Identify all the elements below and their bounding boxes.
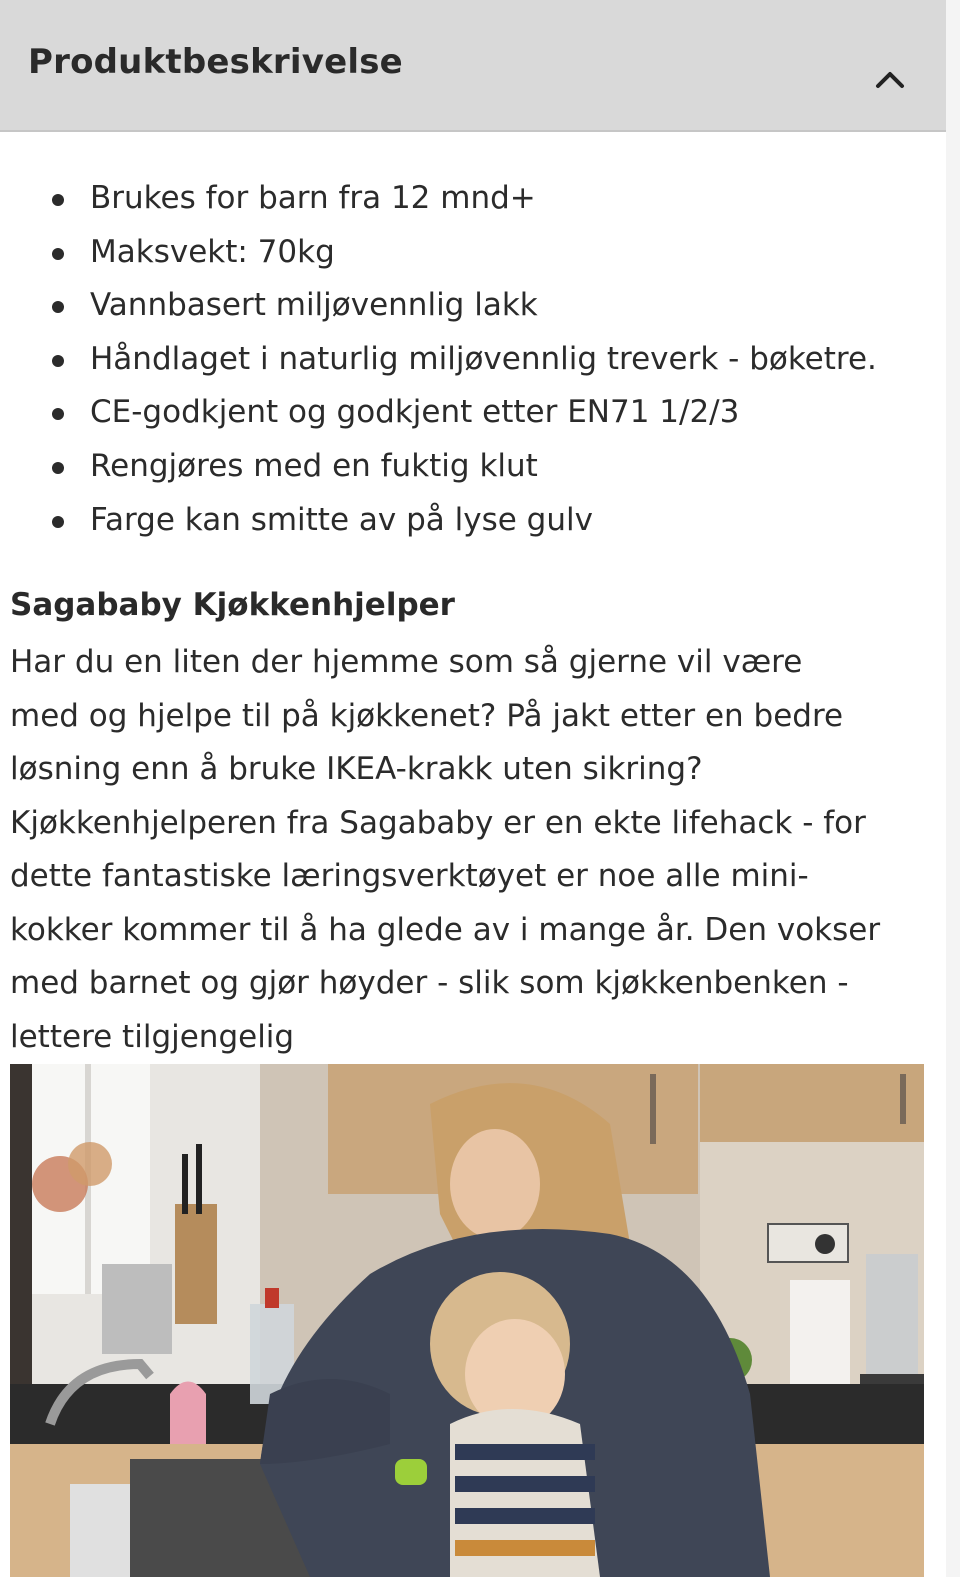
feature-item: Maksvekt: 70kg <box>0 226 877 280</box>
feature-item: Håndlaget i naturlig miljøvennlig treverk - bøketre. <box>0 333 877 387</box>
feature-list <box>0 172 877 547</box>
product-photo <box>10 1064 924 1577</box>
body-line: lettere tilgjengelig <box>10 1018 295 1055</box>
section-body <box>10 636 940 1064</box>
accordion-title: Produktbeskrivelse <box>28 42 403 82</box>
body-line: løsning enn å bruke IKEA-krakk uten sikring? <box>10 751 703 787</box>
body-line: Har du en liten der hjemme som så gjerne vil være <box>10 644 803 680</box>
chevron-up-icon[interactable] <box>872 60 908 96</box>
body-line: kokker kommer til å ha glede av i mange år. Den vokser <box>10 911 881 948</box>
body-line: dette fantastiske læringsverktøyet er noe alle mini- <box>10 858 809 894</box>
body-line: Kjøkkenhjelperen fra Sagababy er en ekte lifehack - for <box>10 804 866 841</box>
feature-item: CE-godkjent og godkjent etter EN71 1/2/3 <box>0 386 877 440</box>
feature-item: Brukes for barn fra 12 mnd+ <box>0 172 877 226</box>
body-line: med og hjelpe til på kjøkkenet? På jakt etter en bedre <box>10 697 844 734</box>
feature-item: Rengjøres med en fuktig klut <box>0 440 877 494</box>
feature-item: Vannbasert miljøvennlig lakk <box>0 279 877 333</box>
feature-item: Farge kan smitte av på lyse gulv <box>0 494 877 548</box>
scroll-rail <box>946 0 960 1577</box>
section-title: Sagababy Kjøkkenhjelper <box>10 587 455 623</box>
accordion-header[interactable] <box>0 0 946 132</box>
body-line: med barnet og gjør høyder - slik som kjøkkenbenken - <box>10 965 849 1001</box>
